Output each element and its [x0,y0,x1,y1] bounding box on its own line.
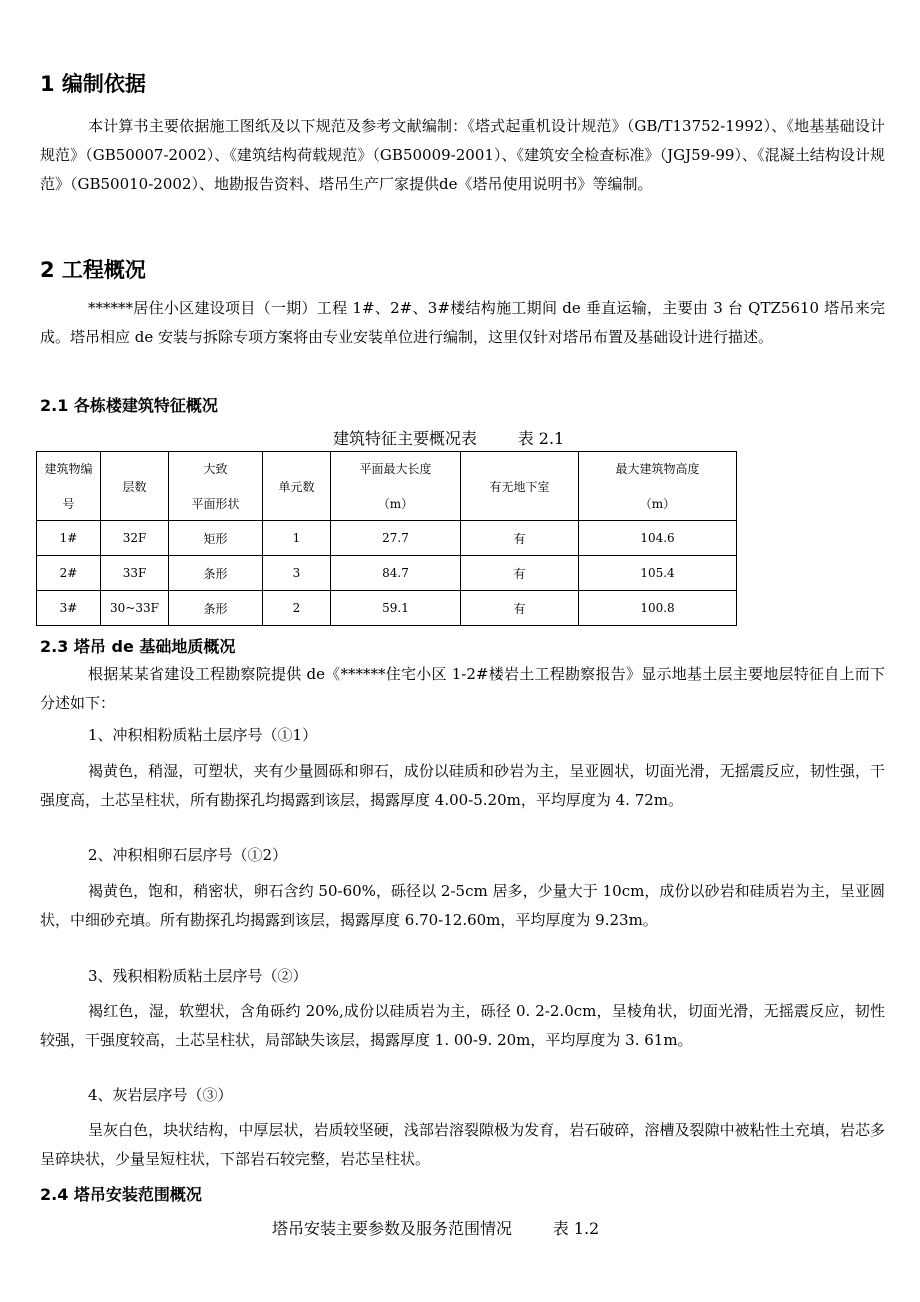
table-1-2-caption: 塔吊安装主要参数及服务范围情况 表 1.2 [272,1219,600,1238]
layer-3-description: 褐红色，湿，软塑状，含角砾约 20%,成份以硅质岩为主，砾径 0. 2-2.0cm，呈棱角状，切面光滑，无摇震反应，韧性较强，干强度较高，土芯呈柱状，局部缺失该层，揭露厚度 1. 00-9. 20m，平均厚度为 3. 61m。 [40,1002,885,1049]
header-max-length: 平面最大长度 （m） [331,452,461,521]
section-1-heading: 1 编制依据 [40,72,146,96]
section-1-paragraph: 本计算书主要依据施工图纸及以下规范及参考文献编制：《塔式起重机设计规范》（GB/T13752-1992）、《地基基础设计规范》（GB50007-2002）、《建筑结构荷载规范》（GB50009-2001）、《建筑安全检查标准》（JGJ59-99）、《混凝土结构设计规范》（GB50010-2002）、地勘报告资料、塔吊生产厂家提供de《塔吊使用说明书》等编制。 [40,117,885,193]
layer-2-description: 褐黄色，饱和，稍密状，卵石含约 50-60%，砾径以 2-5cm 居多，少量大于 10cm，成份以砂岩和硅质岩为主，呈亚圆状，中细砂充填。所有勘探孔均揭露到该层，揭露厚度 6.70-12.60m，平均厚度为 9.23m。 [40,882,885,929]
section-2-3-heading: 2.3 塔吊 de 基础地质概况 [40,637,236,656]
table-row: 1# 32F 矩形 1 27.7 有 104.6 [37,521,737,556]
layer-4-title: 4、灰岩层序号（③） [88,1086,233,1104]
building-features-table [36,451,737,626]
layer-1-description: 褐黄色，稍湿，可塑状，夹有少量圆砾和卵石，成份以硅质和砂岩为主，呈亚圆状，切面光滑，无摇震反应，韧性强，干强度高，土芯呈柱状，所有勘探孔均揭露到该层，揭露厚度 4.00-5.20m，平均厚度为 4. 72m。 [40,762,885,809]
layer-3-title: 3、残积相粉质粘土层序号（②） [88,967,308,985]
section-2-paragraph: ******居住小区建设项目（一期）工程 1#、2#、3#楼结构施工期间 de 垂直运输，主要由 3 台 QTZ5610 塔吊来完成。塔吊相应 de 安装与拆除专项方案将由专业安装单位进行编制，这里仅针对塔吊布置及基础设计进行描述。 [40,299,885,346]
geology-intro: 根据某某省建设工程勘察院提供 de《******住宅小区 1-2#楼岩土工程勘察报告》显示地基土层主要地层特征自上而下分述如下： [40,665,885,712]
table-row: 2# 33F 条形 3 84.7 有 105.4 [37,556,737,591]
header-basement: 有无地下室 [461,452,579,521]
table-header-row [37,452,737,521]
section-2-1-heading: 2.1 各栋楼建筑特征概况 [40,396,218,415]
section-2-4-heading: 2.4 塔吊安装范围概况 [40,1185,202,1204]
table-row: 3# 30~33F 条形 2 59.1 有 100.8 [37,591,737,626]
header-units: 单元数 [263,452,331,521]
table-2-1-caption: 建筑特征主要概况表 表 2.1 [333,429,565,448]
layer-4-description: 呈灰白色，块状结构，中厚层状，岩质较坚硬，浅部岩溶裂隙极为发育，岩石破碎，溶槽及裂隙中被粘性土充填，岩芯多呈碎块状，少量呈短柱状，下部岩石较完整，岩芯呈柱状。 [40,1121,885,1168]
header-plan-shape: 大致 平面形状 [169,452,263,521]
header-max-height: 最大建筑物高度 （m） [579,452,737,521]
layer-2-title: 2、冲积相卵石层序号（①2） [88,846,288,864]
layer-1-title: 1、冲积相粉质粘土层序号（①1） [88,726,318,744]
header-building-id: 建筑物编 号 [37,452,101,521]
section-2-heading: 2 工程概况 [40,258,146,282]
header-floors: 层数 [101,452,169,521]
